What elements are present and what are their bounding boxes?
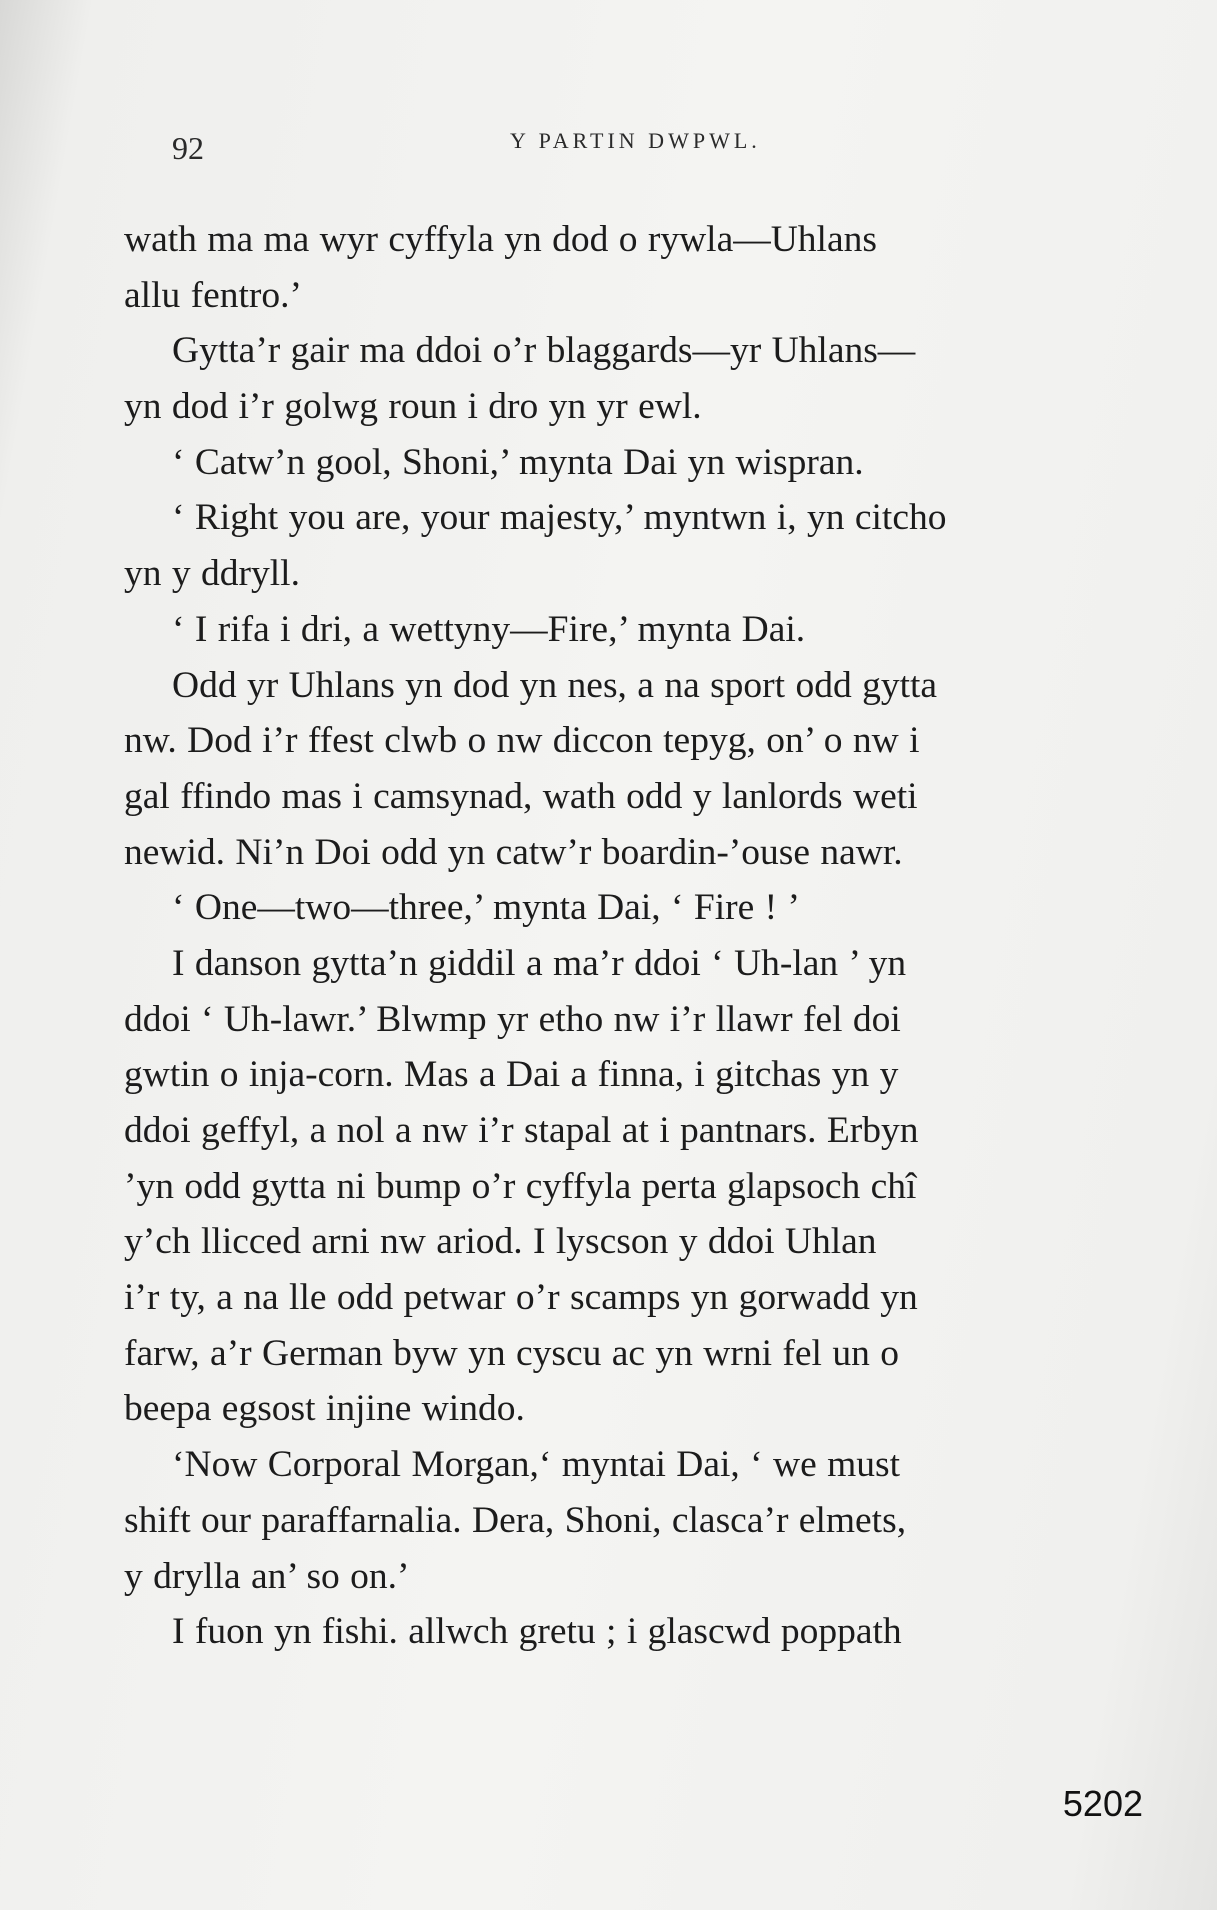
text-line: Gytta’r gair ma ddoi o’r blaggards—yr Uhlans— bbox=[172, 330, 916, 372]
text-line: gwtin o inja-corn. Mas a Dai a finna, i gitchas yn y bbox=[124, 1054, 899, 1096]
text-line: nw. Dod i’r ffest clwb o nw diccon tepyg, on’ o nw i bbox=[124, 720, 920, 762]
text-line: Odd yr Uhlans yn dod yn nes, a na sport odd gytta bbox=[172, 664, 938, 706]
text-line: I fuon yn fishi. allwch gretu ; i glascwd poppath bbox=[172, 1611, 902, 1653]
text-line: gal ffindo mas i camsynad, wath odd y lanlords weti bbox=[124, 775, 918, 817]
text-line: ‘ Catw’n gool, Shoni,’ mynta Dai yn wispran. bbox=[172, 441, 864, 483]
text-line: y’ch llicced arni nw ariod. I lyscson y ddoi Uhlan bbox=[124, 1221, 877, 1263]
text-line: ‘ One—two—three,’ mynta Dai, ‘ Fire ! ’ bbox=[172, 887, 800, 929]
text-line: y drylla an’ so on.’ bbox=[124, 1555, 410, 1597]
text-line: I danson gytta’n giddil a ma’r ddoi ‘ Uh-lan ’ yn bbox=[172, 942, 907, 984]
page-number: 92 bbox=[172, 130, 204, 166]
running-head: Y PARTIN DWPWL. bbox=[510, 128, 761, 153]
text-line: allu fentro.’ bbox=[124, 274, 303, 316]
text-line: yn dod i’r golwg roun i dro yn yr ewl. bbox=[124, 386, 702, 428]
text-line: ‘Now Corporal Morgan,‘ myntai Dai, ‘ we must bbox=[172, 1444, 901, 1486]
text-line: yn y ddryll. bbox=[124, 553, 300, 595]
text-line: ’yn odd gytta ni bump o’r cyffyla perta glapsoch chî bbox=[124, 1165, 917, 1207]
text-line: wath ma ma wyr cyffyla yn dod o rywla—Uhlans bbox=[124, 219, 877, 260]
text-line: farw, a’r German byw yn cyscu ac yn wrni fel un o bbox=[124, 1332, 899, 1374]
text-line: ddoi geffyl, a nol a nw i’r stapal at i pantnars. Erbyn bbox=[124, 1110, 919, 1151]
text-line: shift our paraffarnalia. Dera, Shoni, clasca’r elmets, bbox=[124, 1499, 907, 1541]
text-line: newid. Ni’n Doi odd yn catw’r boardin-’ouse nawr. bbox=[124, 831, 903, 873]
text-line: ‘ I rifa i dri, a wettyny—Fire,’ mynta Dai. bbox=[172, 608, 806, 650]
page-header bbox=[170, 122, 1050, 166]
text-line: ‘ Right you are, your majesty,’ myntwn i, yn citcho bbox=[172, 497, 947, 539]
text-line: i’r ty, a na lle odd petwar o’r scamps yn gorwadd yn bbox=[124, 1277, 918, 1319]
folio-number: 5202 bbox=[1062, 1783, 1143, 1824]
body-text bbox=[124, 212, 1144, 1660]
text-line: beepa egsost injine windo. bbox=[124, 1388, 525, 1430]
text-line: ddoi ‘ Uh-lawr.’ Blwmp yr etho nw i’r llawr fel doi bbox=[124, 998, 901, 1040]
